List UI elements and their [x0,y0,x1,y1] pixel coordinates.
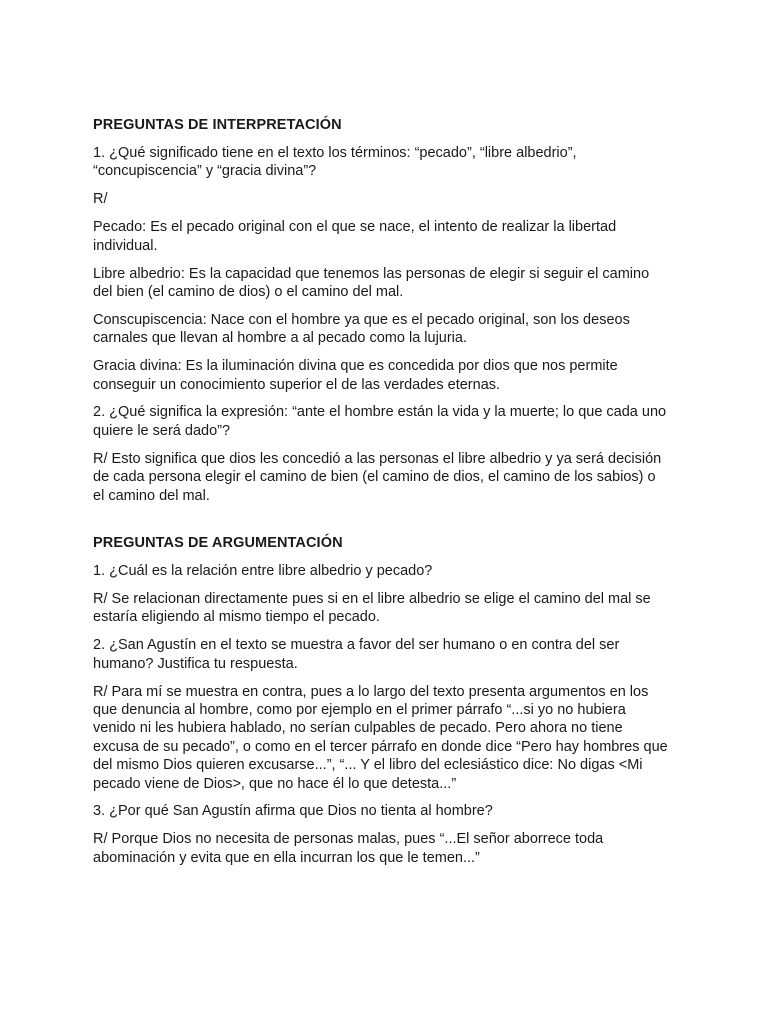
definition-paragraph: Libre albedrio: Es la capacidad que tenemos las personas de elegir si seguir el camino del bien (el camino de dios) o el camino del mal. [93,265,650,300]
question-paragraph: 1. ¿Qué significado tiene en el texto los términos: “pecado”, “libre albedrio”, “concupiscencia” y “gracia divina”? [93,145,577,180]
answer-paragraph: R/ Porque Dios no necesita de personas malas, pues “...El señor aborrece toda abominación y evita que en ella incurran los que le temen...” [93,831,604,866]
section-interpretacion [93,116,668,505]
question-paragraph: 1. ¿Cuál es la relación entre libre albedrio y pecado? [93,563,433,579]
answer-paragraph: R/ Se relacionan directamente pues si en el libre albedrio se elige el camino del mal se estaría eligiendo al mismo tiempo el pecado. [93,590,651,626]
answer-label: R/ [93,191,108,208]
section-argumentacion [93,534,668,867]
section-heading: PREGUNTAS DE INTERPRETACIÓN [93,117,342,133]
answer-paragraph: R/ Para mí se muestra en contra, pues a lo largo del texto presenta argumentos en los que denuncia al hombre, como por ejemplo en el primer párrafo “...si yo no hubiera venido ni les hubiera hablado, no serían culpables de pecado. Pero ahora no tiene excusa de su pecado”, o como en el tercer párrafo en donde dice “Pero hay hombres que del mismo Dios quieren excusarse...”, “... Y el libro del eclesiástico dice: No digas <Mi pecado viene de Dios>, que no hace él lo que detesta...” [93,683,668,792]
document-page [93,116,668,877]
question-paragraph: 2. ¿Qué significa la expresión: “ante el hombre están la vida y la muerte; lo que cada uno quiere le será dado”? [93,404,667,439]
question-paragraph: 2. ¿San Agustín en el texto se muestra a favor del ser humano o en contra del ser humano? Justifica tu respuesta. [93,637,620,672]
question-paragraph: 3. ¿Por qué San Agustín afirma que Dios no tienta al hombre? [93,803,493,820]
section-heading: PREGUNTAS DE ARGUMENTACIÓN [93,535,343,551]
definition-paragraph: Gracia divina: Es la iluminación divina que es concedida por dios que nos permite conseguir un conocimiento superior el de las verdades eternas. [93,358,618,393]
answer-paragraph: R/ Esto significa que dios les concedió a las personas el libre albedrio y ya será decisión de cada persona elegir el camino de bien (el camino de dios, el camino de los sabios) o el camino del mal. [93,450,662,504]
definition-paragraph: Conscupiscencia: Nace con el hombre ya que es el pecado original, son los deseos carnales que llevan al hombre a al pecado como la lujuria. [93,311,630,347]
definition-paragraph: Pecado: Es el pecado original con el que se nace, el intento de realizar la libertad individual. [93,219,617,254]
